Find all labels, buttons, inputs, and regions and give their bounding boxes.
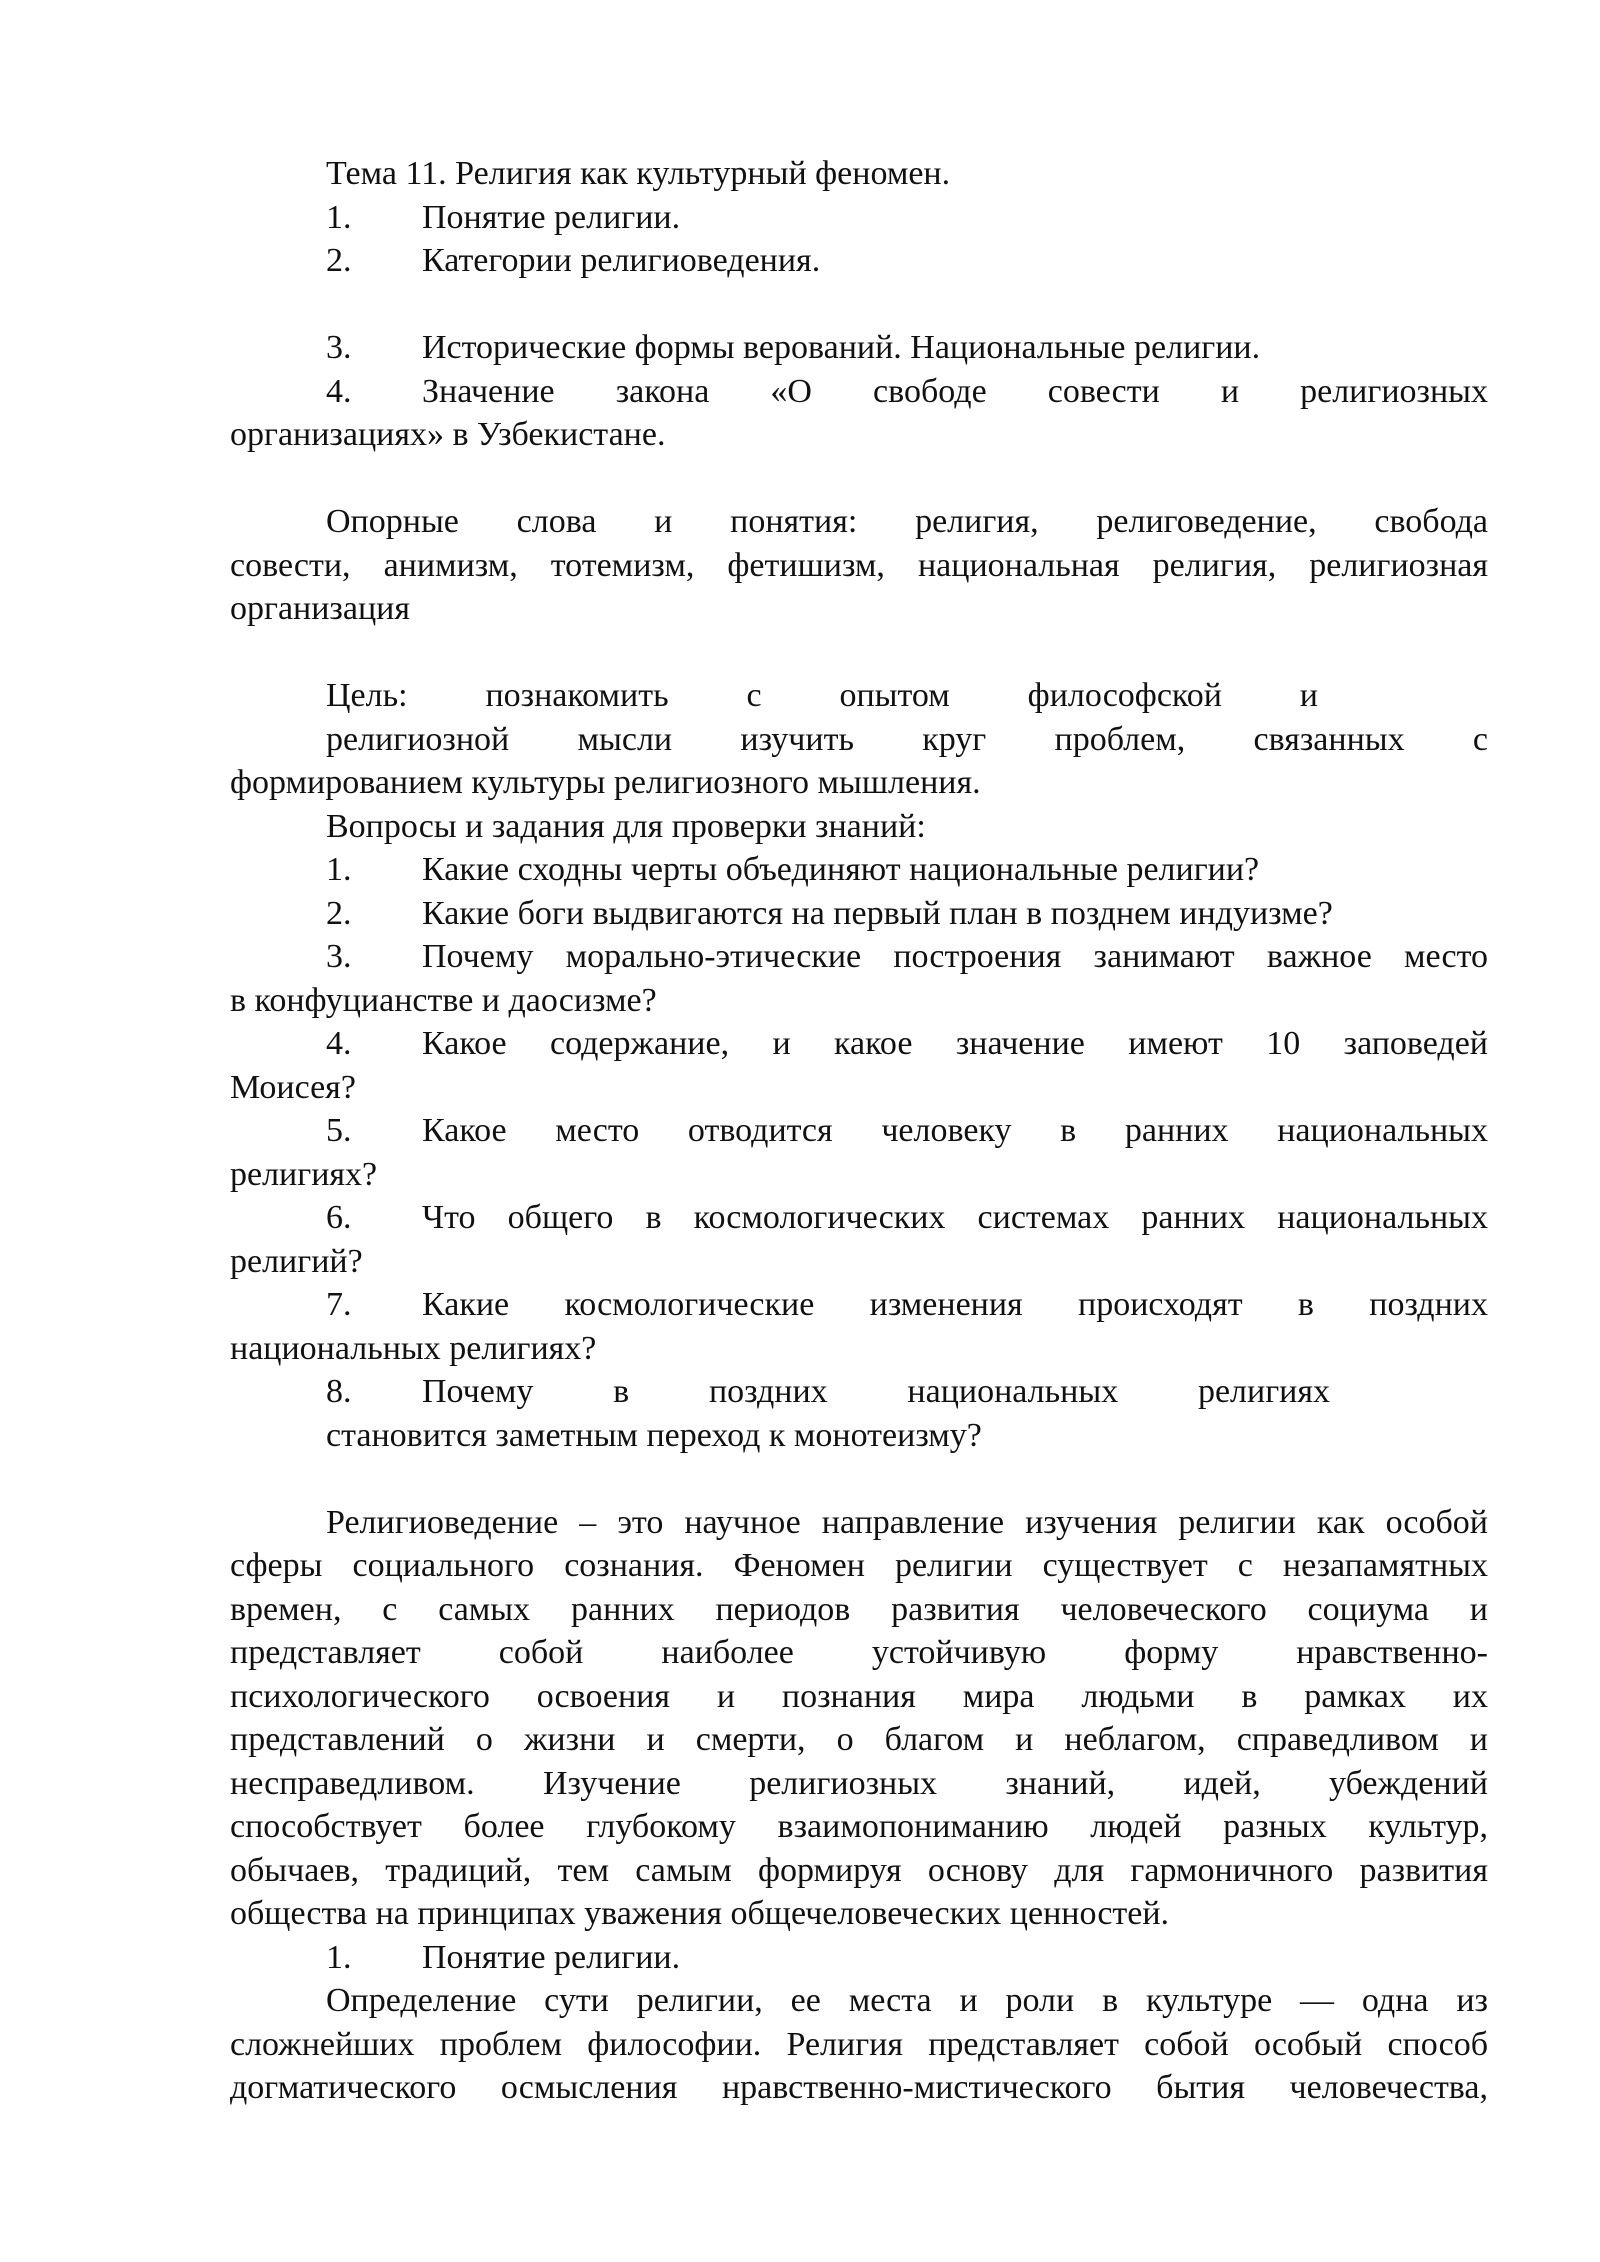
goal-line: формированием культуры религиозного мышления. <box>230 764 981 801</box>
outline-text: Категории религиоведения. <box>422 242 821 279</box>
section-num: 1. <box>326 1938 352 1976</box>
goal-line: религиозной мысли изучить круг проблем, связанных с <box>326 720 1488 758</box>
section-title: Понятие религии. <box>422 1938 681 1976</box>
question-cont: в конфуцианстве и даосизме? <box>230 981 657 1019</box>
outline-item-4 <box>230 370 1488 414</box>
question-text: Почему морально-этические построения занимают важное место <box>422 938 1488 975</box>
question-cont: становится заметным переход к монотеизму? <box>326 1416 982 1454</box>
question-item-1 <box>230 848 1488 892</box>
question-cont: религиях? <box>230 1155 378 1193</box>
question-num: 3. <box>326 938 352 975</box>
question-num: 6. <box>326 1199 352 1236</box>
question-num: 2. <box>326 894 352 932</box>
paragraph-line: психологического освоения и познания мира людьми в рамках их <box>230 1677 1488 1715</box>
outline-item-3 <box>230 326 1488 370</box>
blank-line <box>230 457 1488 501</box>
blank-line <box>230 1457 1488 1501</box>
keywords-line: совести, анимизм, тотемизм, фетишизм, национальная религия, религиозная <box>230 546 1488 584</box>
outline-num: 3. <box>326 329 352 366</box>
keywords-line: организация <box>230 590 410 627</box>
question-item-8 <box>230 1370 1330 1414</box>
outline-item-2 <box>230 239 1488 283</box>
question-text: Что общего в космологических системах ранних национальных <box>422 1199 1488 1236</box>
question-text: Какое содержание, и какое значение имеют 10 заповедей <box>422 1025 1488 1062</box>
outline-text: Понятие религии. <box>422 198 681 236</box>
paragraph-line: догматического осмысления нравственно-мистического бытия человечества, <box>230 2069 1488 2106</box>
section-heading <box>230 1936 1488 1980</box>
question-8-wrapper <box>230 1370 1488 1414</box>
question-num: 4. <box>326 1025 352 1062</box>
paragraph-line: представлений о жизни и смерти, о благом и неблагом, справедливом и <box>230 1721 1488 1758</box>
question-text: Почему в поздних национальных религиях <box>422 1373 1330 1410</box>
question-item-4 <box>230 1022 1488 1066</box>
question-num: 5. <box>326 1112 352 1149</box>
outline-item-4-cont: организациях» в Узбекистане. <box>230 416 666 453</box>
question-item-2 <box>230 892 1488 936</box>
outline-num: 1. <box>326 198 352 236</box>
paragraph-line: обычаев, традиций, тем самым формируя основу для гармоничного развития <box>230 1851 1488 1889</box>
question-cont: национальных религиях? <box>230 1329 597 1367</box>
outline-text: Значение закона «О свободе совести и религиозных <box>422 372 1488 410</box>
outline-num: 4. <box>326 372 352 410</box>
keywords-line: Опорные слова и понятия: религия, религоведение, свобода <box>326 503 1488 540</box>
outline-num: 2. <box>326 242 352 279</box>
paragraph-line: времен, с самых ранних периодов развития человеческого социума и <box>230 1590 1488 1628</box>
question-cont: религий? <box>230 1242 363 1280</box>
outline-text: Исторические формы верований. Национальные религии. <box>422 329 1261 366</box>
paragraph-line: Религиоведение – это научное направление изучения религии как особой <box>326 1503 1488 1541</box>
goal-wrapper <box>230 674 1488 718</box>
paragraph-line: способствует более глубокому взаимопониманию людей разных культур, <box>230 1808 1488 1845</box>
question-num: 1. <box>326 851 352 888</box>
blank-line <box>230 283 1488 327</box>
question-item-3 <box>230 935 1488 979</box>
question-text: Какое место отводится человеку в ранних национальных <box>422 1112 1488 1149</box>
paragraph-line: представляет собой наиболее устойчивую форму нравственно- <box>230 1634 1488 1671</box>
paragraph-line: сложнейших проблем философии. Религия представляет собой особый способ <box>230 2025 1488 2063</box>
question-text: Какие сходны черты объединяют национальные религии? <box>422 851 1260 888</box>
paragraph-line: несправедливом. Изучение религиозных знаний, идей, убеждений <box>230 1764 1488 1802</box>
question-item-7 <box>230 1283 1488 1327</box>
question-item-5 <box>230 1109 1488 1153</box>
question-num: 8. <box>326 1373 352 1410</box>
paragraph-line: Определение сути религии, ее места и роли в культуре — одна из <box>326 1982 1488 2019</box>
outline-item-1 <box>230 196 1488 240</box>
document-body <box>230 152 1488 2110</box>
paragraph-line: сферы социального сознания. Феномен религии существует с незапамятных <box>230 1547 1488 1584</box>
goal-line: Цель: познакомить с опытом философской и <box>326 677 1318 714</box>
blank-line <box>230 631 1488 675</box>
question-item-6 <box>230 1196 1488 1240</box>
question-text: Какие боги выдвигаются на первый план в позднем индуизме? <box>422 894 1333 932</box>
questions-heading: Вопросы и задания для проверки знаний: <box>326 807 926 845</box>
paragraph-line: общества на принципах уважения общечеловеческих ценностей. <box>230 1895 1170 1932</box>
question-num: 7. <box>326 1286 352 1323</box>
question-text: Какие космологические изменения происходят в поздних <box>422 1286 1488 1323</box>
topic-title: Тема 11. Религия как культурный феномен. <box>326 155 951 192</box>
question-cont: Моисея? <box>230 1068 356 1106</box>
